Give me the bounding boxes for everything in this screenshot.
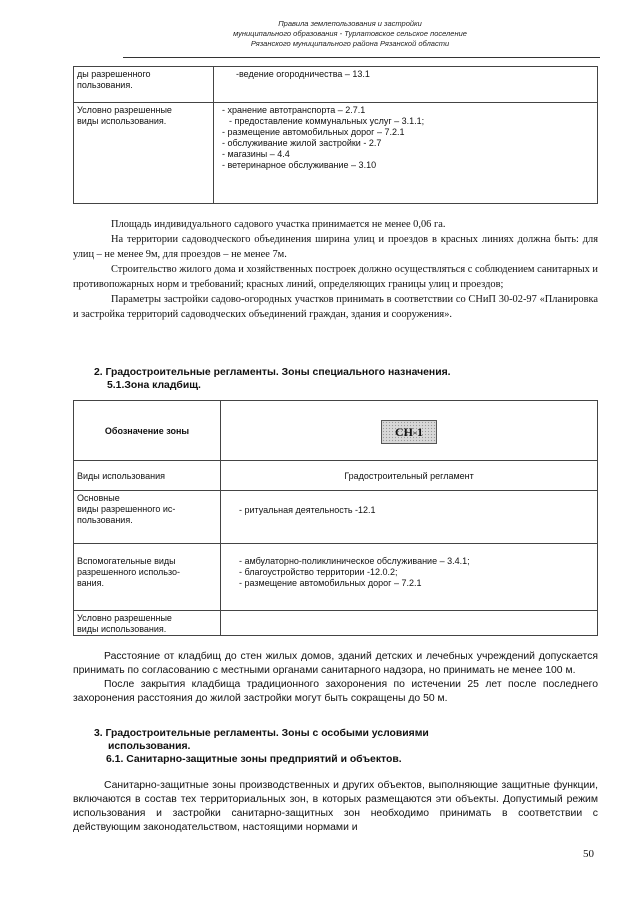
cell-text: - магазины – 4.4 <box>222 149 290 159</box>
cell-text: виды использования. <box>77 116 167 126</box>
table-cell-value <box>214 103 598 204</box>
cell-text: - размещение автомобильных дорог – 7.2.1 <box>239 578 422 588</box>
paragraph: Параметры застройки садово-огородных участков принимать в соответствии со СНиП 30-02-97 «Планировка и застройка территорий садоводческих объединений граждан, здания и сооружения». <box>73 294 598 320</box>
cell-text: разрешенного использо- <box>77 567 180 577</box>
header-rule <box>123 57 600 58</box>
land-use-table-continued <box>73 66 598 204</box>
garden-plot-paragraphs <box>73 217 598 322</box>
cell-text: - обслуживание жилой застройки - 2.7 <box>222 138 382 148</box>
running-header <box>170 19 530 49</box>
cell-text: Градостроительный регламент <box>344 471 474 481</box>
cell-text: - предоставление коммунальных услуг – 3.1.1; <box>229 116 425 126</box>
cell-text: пользования. <box>77 515 133 525</box>
table-row <box>74 544 598 611</box>
table-cell-label <box>74 611 221 636</box>
zone-label-cell <box>74 401 221 461</box>
table-row <box>74 401 598 461</box>
cell-text: ды разрешенного <box>77 69 151 79</box>
paragraph: Площадь индивидуального садового участка принимается не менее 0,06 га. <box>111 219 446 230</box>
paragraph: Строительство жилого дома и хозяйственных построек должно осуществляться с соблюдением санитарных и противопожарных норм и требований; красных линий, определяющих границы улиц и проездов; <box>73 264 598 290</box>
paragraph: После закрытия кладбища традиционного захоронения по истечении 25 лет после последнего захоронения расстояния до жилой застройки могут быть сокращены до 50 м. <box>73 679 598 704</box>
cell-text: вания. <box>77 578 105 588</box>
header-line-2: муниципального образования - Турлатовское сельское поселение <box>233 29 467 38</box>
cell-text: - ветеринарное обслуживание – 3.10 <box>222 160 377 170</box>
cell-text: - благоустройство территории -12.0.2; <box>239 567 398 577</box>
section-2-subtitle: 5.1.Зона кладбищ. <box>107 380 201 391</box>
sanitary-zone-paragraphs <box>73 779 598 835</box>
cell-text: виды разрешенного ис- <box>77 504 176 514</box>
cell-text: Вспомогательные виды <box>77 556 176 566</box>
paragraph: Санитарно-защитные зоны производственных и других объектов, выполняющие защитные функции, включаются в состав тех территориальных зон, в которых размещаются эти объекты. Допустимый режим использования и застройки санитарно-защитных зон необходимо принимать в соответствии с действующим законодательством, настоящими нормами и <box>73 780 598 833</box>
table-cell-label <box>74 103 214 204</box>
table-cell-value <box>221 611 598 636</box>
cell-text: - хранение автотранспорта – 2.7.1 <box>222 105 366 115</box>
section-3-title-cont: использования. <box>108 741 191 752</box>
zone-code-cell <box>221 401 598 461</box>
table-cell-value <box>221 544 598 611</box>
cell-text: - размещение автомобильных дорог – 7.2.1 <box>222 127 405 137</box>
section-3-heading <box>94 727 429 766</box>
header-line-1: Правила землепользования и застройки <box>278 19 422 28</box>
zone-label: Обозначение зоны <box>104 426 190 436</box>
table-cell-value <box>221 491 598 544</box>
table-row <box>74 67 598 103</box>
section-2-heading <box>94 366 451 392</box>
table-cell-label <box>74 461 221 491</box>
cell-text: виды использования. <box>77 624 167 634</box>
paragraph: На территории садоводческого объединения ширина улиц и проездов в красных линиях должна быть: для улиц – не менее 9м, для проездов – не менее 7м. <box>73 234 598 260</box>
cell-text: Условно разрешенные <box>77 613 172 623</box>
cell-text: -ведение огородничества – 13.1 <box>236 69 370 79</box>
cell-text: Виды использования <box>77 471 165 481</box>
table-cell-value <box>214 67 598 103</box>
table-cell-value <box>221 461 598 491</box>
cell-text: Условно разрешенные <box>77 105 172 115</box>
cell-text: Основные <box>77 493 120 503</box>
table-row <box>74 491 598 544</box>
table-row <box>74 103 598 204</box>
cemetery-zone-table <box>73 400 598 636</box>
cell-text: - амбулаторно-поликлиническое обслуживание – 3.4.1; <box>239 556 470 566</box>
page-number: 50 <box>583 848 594 860</box>
table-cell-label <box>74 67 214 103</box>
section-3-title: 3. Градостроительные регламенты. Зоны с особыми условиями <box>94 728 429 739</box>
section-2-title: 2. Градостроительные регламенты. Зоны специального назначения. <box>94 367 451 378</box>
table-cell-label <box>74 544 221 611</box>
cemetery-paragraphs <box>73 650 598 706</box>
header-line-3: Рязанского муниципального района Рязанской области <box>250 39 450 48</box>
paragraph: Расстояние от кладбищ до стен жилых домов, зданий детских и лечебных учреждений допускается принимать по согласованию с местными органами санитарного надзора, но принимать не менее 100 м. <box>73 651 598 676</box>
table-row <box>74 461 598 491</box>
cell-text: пользования. <box>77 80 133 90</box>
table-row <box>74 611 598 636</box>
zone-code-badge: СН-1 <box>381 420 437 444</box>
section-3-subtitle: 6.1. Санитарно-защитные зоны предприятий и объектов. <box>106 754 402 765</box>
cell-text: - ритуальная деятельность -12.1 <box>239 505 376 515</box>
table-cell-label <box>74 491 221 544</box>
